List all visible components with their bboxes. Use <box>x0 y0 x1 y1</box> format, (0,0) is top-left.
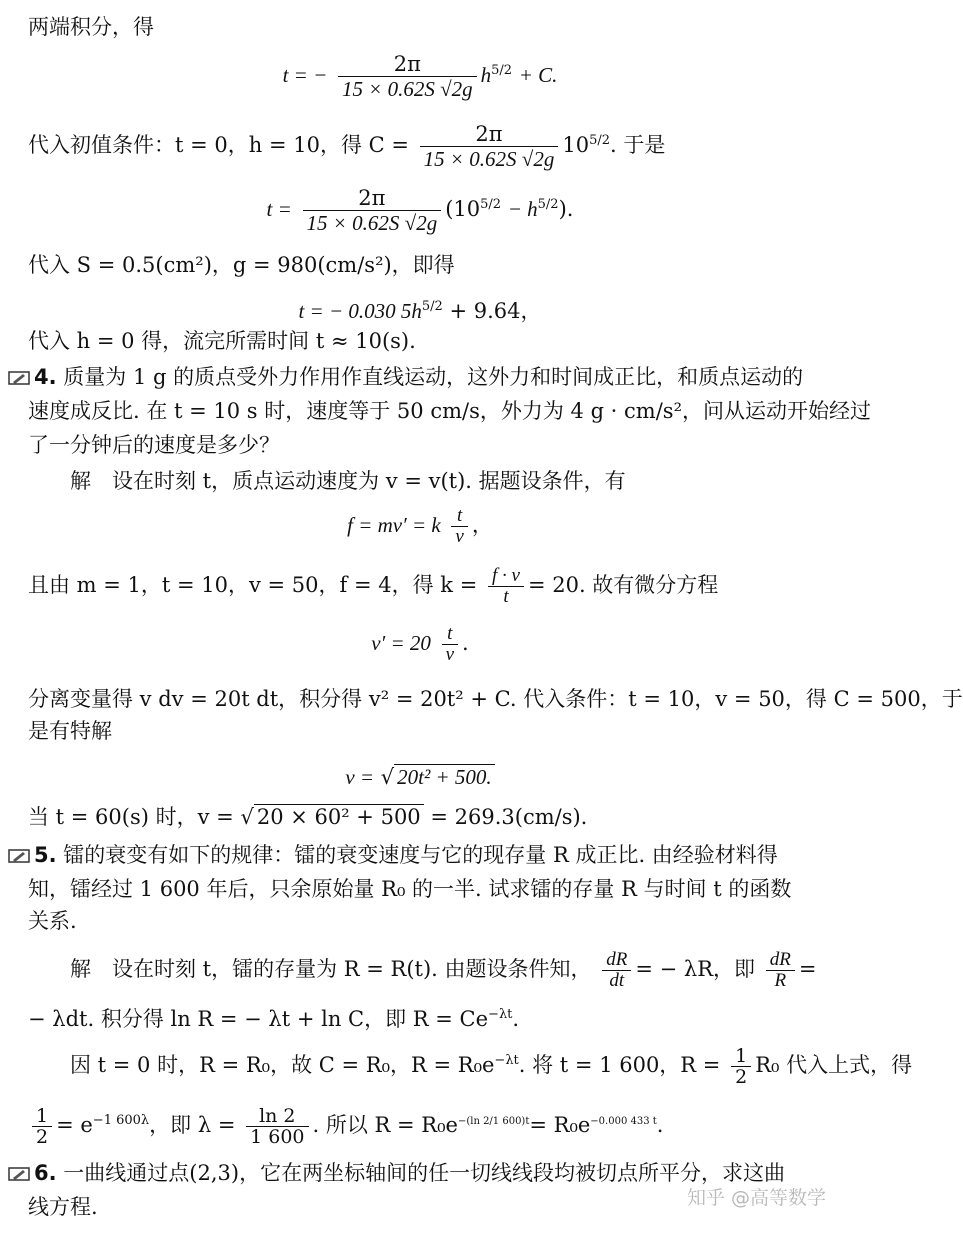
text-line: 速度成反比. 在 t = 10 s 时，速度等于 50 cm/s，外力为 4 g · cm/s²，问从运动开始经过 <box>28 399 871 423</box>
equation-6: v = √ 20t² + 500. <box>0 762 840 792</box>
text-line: 且由 m = 1，t = 10，v = 50，f = 4，得 k = $\frac{f \cdot v}{t}$ = 20. 故有微分方程 <box>28 565 719 607</box>
fraction: $\frac{1}{2}$ <box>731 1046 751 1087</box>
fraction: $\frac{t}{v}$ <box>451 506 467 547</box>
text-line: 两端积分，得 <box>28 15 154 39</box>
fraction: $\frac{2\pi}{15 \times 0.62S √2g}$ <box>303 186 442 235</box>
fraction: $\frac{\ln 2}{1 600}$ <box>246 1106 308 1147</box>
equation-1: t = − $\frac{2\pi}{15 \times 0.62S √2g}$ $h^{5/2} + C$. <box>282 52 558 101</box>
text-line: 是有特解 <box>28 719 112 743</box>
text-line: 关系. <box>28 909 77 933</box>
fraction: $\frac{t}{v}$ <box>442 624 458 665</box>
fraction: $\frac{2\pi}{15 \times 0.62S √2g}$ <box>420 122 559 171</box>
text-line: 分离变量得 v dv = 20t dt，积分得 v² = 20t² + C. 代入条件：t = 10，v = 50，得 C = 500，于 <box>28 687 963 711</box>
text-line: 代入 S = 0.5(cm²)，g = 980(cm/s²)，即得 <box>28 253 455 277</box>
text-line: 线方程. <box>28 1195 98 1219</box>
problem-6-line-1: 6. 一曲线通过点(2,3)，它在两坐标轴间的任一切线线段均被切点所平分，求这曲 <box>8 1158 785 1188</box>
equation-5: v′ = 20 $\frac{t}{v}$ . <box>371 623 469 665</box>
text-line: 知，镭经过 1 600 年后，只余原始量 R₀ 的一半. 试求镭的存量 R 与时间 t 的函数 <box>28 877 792 901</box>
text-line: 了一分钟后的速度是多少？ <box>28 433 280 457</box>
equation-3: t = − 0.030 $5h^{5/2} + 9.64$， <box>298 299 542 323</box>
text-line: − λdt. 积分得 ln R = − λt + ln C，即 $R = Ce^{-\lambda t}$. <box>28 1007 520 1031</box>
text-line: 因 t = 0 时，R = R₀，故 C = R₀，$R = R_0e^{-\lambda t}$. 将 t = 1 600，R = $\frac{1}{2}$ R₀ 代入上式，得 <box>70 1045 913 1088</box>
pencil-note-icon <box>8 848 30 864</box>
fraction: $\frac{f \cdot v}{t}$ <box>488 566 524 607</box>
fraction: $\frac{dR}{R}$ <box>766 950 795 991</box>
solution-line: 解 设在时刻 t，镭的存量为 R = R(t). 由题设条件知， $\frac{dR}{dt}$ = − λR，即 $\frac{dR}{R}$ = <box>70 949 817 991</box>
watermark: 知乎 @高等数学 <box>686 1187 826 1209</box>
solution-line: 解 设在时刻 t，质点运动速度为 v = v(t). 据题设条件，有 <box>70 469 626 493</box>
text-line: 当 t = 60(s) 时，v = √ 20 × 60² + 500 = 269.3(cm/s). <box>28 805 588 829</box>
problem-4-line-1: 4. 质量为 1 g 的质点受外力作用作直线运动，这外力和时间成正比，和质点运动的 <box>8 362 803 392</box>
pencil-note-icon <box>8 370 30 386</box>
equation-2: t = $\frac{2\pi}{15 \times 0.62S √2g}$ $(10^{5/2} - h^{5/2})$. <box>266 186 574 235</box>
equation-4: f = mv′ = k $\frac{t}{v}$ ， <box>347 505 493 547</box>
text-line: $\frac{1}{2}$ = $e^{-1 600\lambda}$，即 λ = $\frac{\ln 2}{1 600}$ . 所以 $R = R_0e^{-(ln 2/1 600)t}= R_0e^{-0.000 433 t}$. <box>28 1106 663 1147</box>
pencil-note-icon <box>8 1166 30 1182</box>
problem-5-line-1: 5. 镭的衰变有如下的规律：镭的衰变速度与它的现存量 R 成正比. 由经验材料得 <box>8 840 778 870</box>
fraction: $\frac{1}{2}$ <box>32 1106 52 1147</box>
fraction: $\frac{2\pi}{15 \times 0.62S √2g}$ <box>338 52 477 101</box>
text-line: 代入初值条件：t = 0，h = 10，得 C = $\frac{2\pi}{15 \times 0.62S √2g}$ $10^{5/2}$. 于是 <box>28 122 666 171</box>
text-line: 代入 h = 0 得，流完所需时间 t ≈ 10(s). <box>28 329 416 353</box>
fraction: $\frac{dR}{dt}$ <box>602 950 631 991</box>
